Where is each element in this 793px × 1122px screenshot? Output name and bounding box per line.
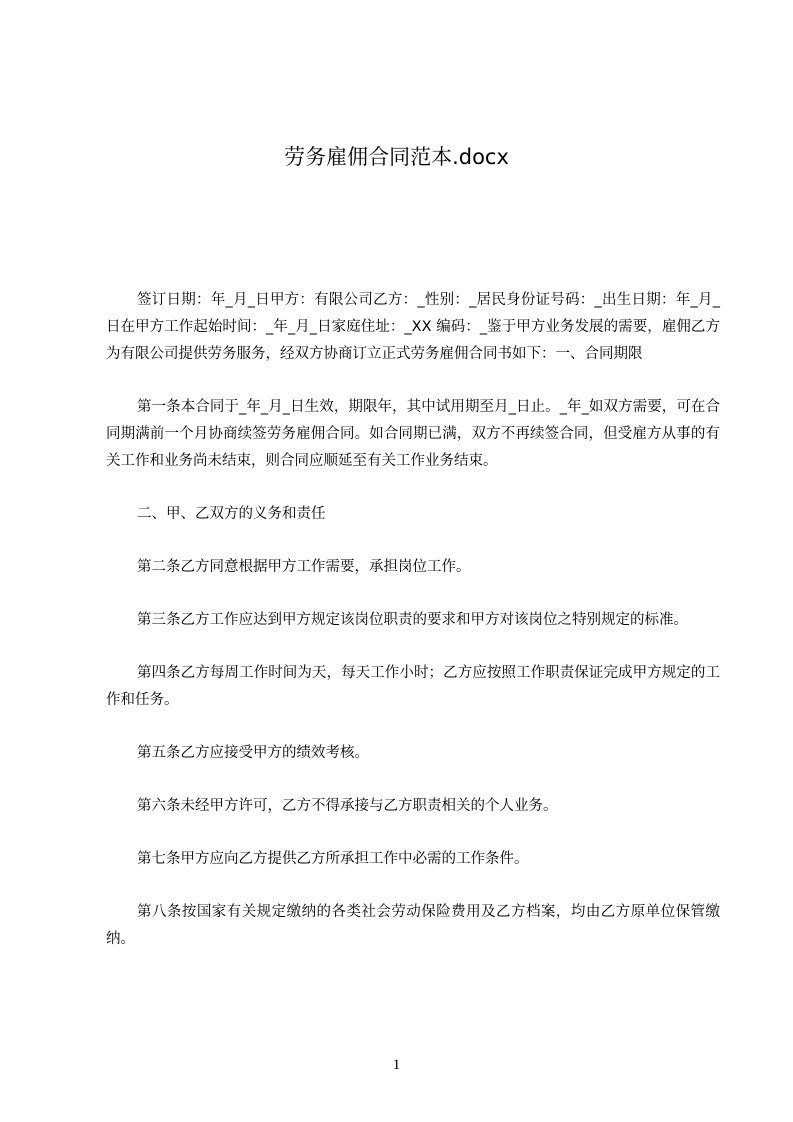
paragraph-article-2: 第二条乙方同意根据甲方工作需要，承担岗位工作。 [137, 559, 471, 575]
page-number: 1 [392, 1057, 401, 1073]
section-heading-duties: 二、甲、乙双方的义务和责任 [137, 506, 326, 522]
paragraph-article-5: 第五条乙方应接受甲方的绩效考核。 [137, 745, 369, 761]
paragraph-article-1: 第一条本合同于_年_月_日生效，期限年，其中试用期至月_日止。_年_如双方需要，可在合同期满前一个月协商续签劳务雇佣合同。如合同期已满，双方不再续签合同，但受雇方从事的有关工作和业务尚未结束，则合同应顺延至有关工作业务结束。 [106, 399, 720, 469]
paragraph-article-4: 第四条乙方每周工作时间为天，每天工作小时；乙方应按照工作职责保证完成甲方规定的工作和任务。 [106, 665, 720, 708]
document-body [106, 287, 720, 953]
paragraph-article-6: 第六条未经甲方许可，乙方不得承接与乙方职责相关的个人业务。 [137, 798, 558, 814]
document-title: 劳务雇佣合同范本.docx [284, 145, 509, 169]
paragraph-intro: 签订日期：年_月_日甲方：有限公司乙方：_性别：_居民身份证号码：_出生日期：年_月_日在甲方工作起始时间：_年_月_日家庭住址：_XX 编码：_鉴于甲方业务发展的需要，雇佣乙方为有限公司提供劳务服务，经双方协商订立正式劳务雇佣合同书如下：一、合同期限 [106, 292, 720, 362]
paragraph-article-7: 第七条甲方应向乙方提供乙方所承担工作中必需的工作条件。 [137, 851, 529, 867]
paragraph-article-8: 第八条按国家有关规定缴纳的各类社会劳动保险费用及乙方档案，均由乙方原单位保管缴纳。 [106, 904, 720, 947]
paragraph-article-3: 第三条乙方工作应达到甲方规定该岗位职责的要求和甲方对该岗位之特别规定的标准。 [137, 612, 688, 628]
